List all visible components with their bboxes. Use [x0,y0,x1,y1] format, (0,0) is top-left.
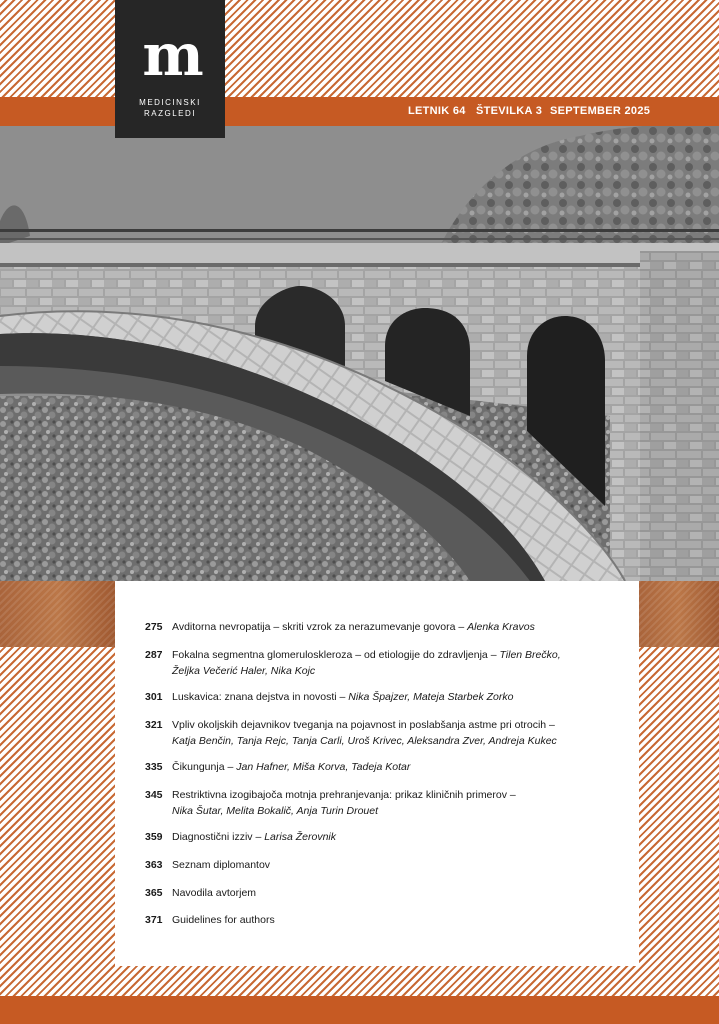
issue-volume: LETNIK 64 [408,105,466,117]
texture-strip-right [639,581,719,647]
toc-authors-continued: Željka Večerić Haler, Nika Kojc [172,664,316,677]
toc-title: Vpliv okoljskih dejavnikov tveganja na pojavnost in poslabšanja astme pri otrocih [172,719,547,731]
toc-page-number: 363 [145,859,163,871]
toc-separator: – [487,649,500,661]
toc-page-number: 345 [145,789,163,801]
toc-authors: Larisa Žerovnik [264,831,336,843]
toc-title: Navodila avtorjem [172,887,257,899]
toc-page-number: 335 [145,761,163,773]
toc-separator: – [507,789,516,801]
toc-title: Fokalna segmentna glomeruloskleroza – od etiologije do zdravljenja [172,649,488,661]
journal-name [115,97,225,119]
toc-page-number: 321 [145,719,163,731]
toc-title: Guidelines for authors [172,914,275,926]
toc-title: Restriktivna izogibajoča motnja prehranjevanja: prikaz kliničnih primerov [172,789,507,801]
toc-page-number: 275 [145,621,163,633]
journal-name-line1: MEDICINSKI [139,98,201,107]
toc-separator: – [224,761,237,773]
toc-separator: – [252,831,265,843]
issue-band [0,97,719,126]
toc-authors-continued: Nika Šutar, Melita Bokalič, Anja Turin Drouet [172,804,379,817]
toc-authors: Nika Špajzer, Mateja Starbek Zorko [348,691,514,703]
toc-title: Diagnostični izziv [172,831,253,843]
toc-page-number: 365 [145,887,163,899]
logo-mark: m [142,21,198,89]
toc-page-number: 287 [145,649,163,661]
toc-title: Čikungunja [172,761,225,773]
issue-number: ŠTEVILKA 3 [476,105,543,117]
toc-separator: – [546,719,555,731]
texture-strip-left [0,581,115,647]
toc-separator: – [455,621,468,633]
toc-authors: Alenka Kravos [467,621,535,633]
table-of-contents [115,581,639,966]
toc-separator: – [336,691,349,703]
issue-date: SEPTEMBER 2025 [550,105,651,117]
toc-page-number: 359 [145,831,163,843]
journal-name-line2: RAZGLEDI [143,109,196,118]
toc-title: Seznam diplomantov [172,859,271,871]
toc-authors-continued: Katja Benčin, Tanja Rejc, Tanja Carli, Uroš Krivec, Aleksandra Zver, Andreja Kukec [172,734,557,747]
toc-authors: Jan Hafner, Miša Korva, Tadeja Kotar [236,761,411,773]
toc-page-number: 371 [145,914,163,926]
journal-logo [115,0,225,138]
cover-photo [0,126,719,581]
bottom-band [0,996,719,1024]
toc-authors: Tilen Brečko, [499,649,561,661]
toc-title: Luskavica: znana dejstva in novosti [172,691,337,703]
toc-page-number: 301 [145,691,163,703]
toc-title: Avditorna nevropatija – skriti vzrok za nerazumevanje govora [172,621,456,633]
